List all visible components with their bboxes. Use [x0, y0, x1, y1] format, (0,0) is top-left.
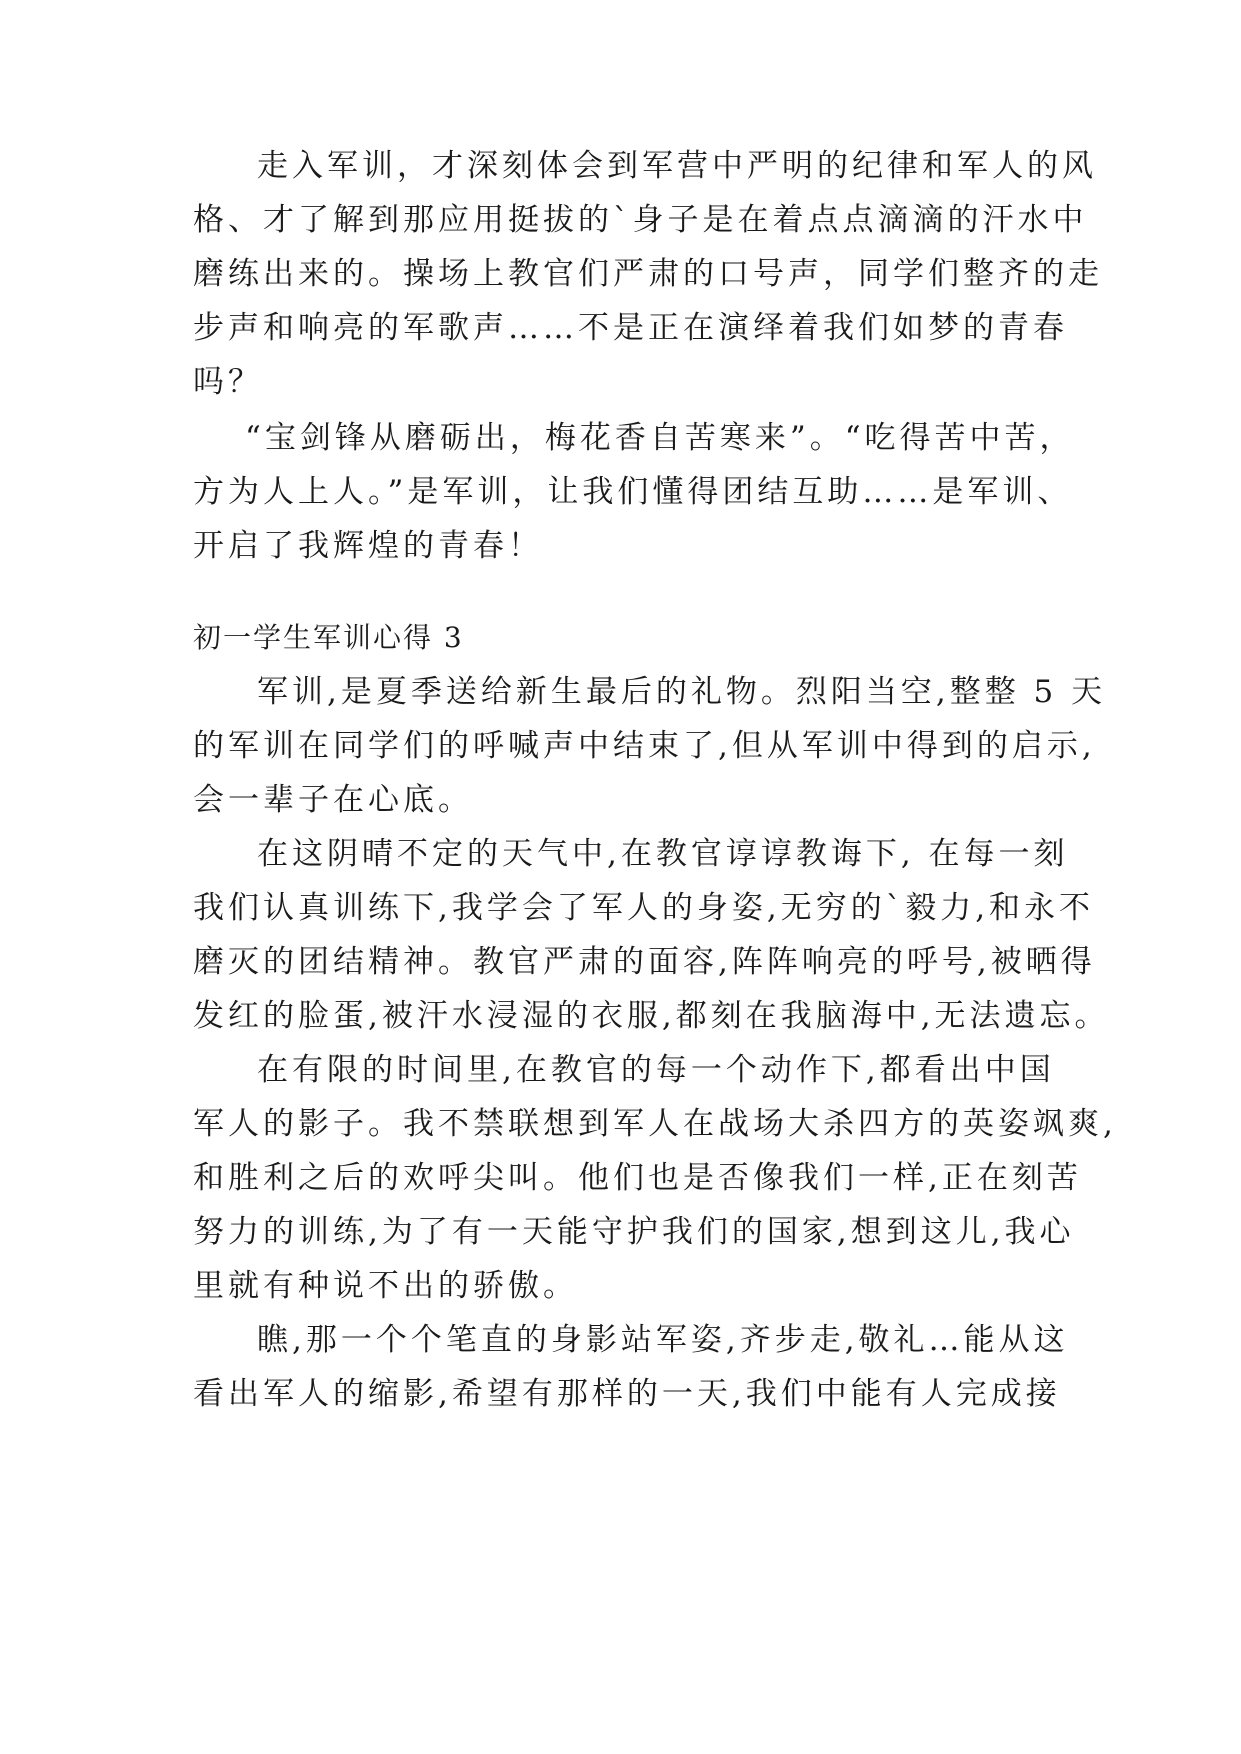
paragraph-line: 步声和响亮的军歌声……不是正在演绎着我们如梦的青春 [193, 310, 1068, 346]
paragraph-line: “宝剑锋从磨砺出，梅花香自苦寒来”。“吃得苦中苦， [245, 420, 1075, 456]
paragraph-line: 我们认真训练下,我学会了军人的身姿,无穷的`毅力,和永不 [193, 890, 1095, 926]
paragraph-line: 走入军训，才深刻体会到军营中严明的纪律和军人的风 [257, 148, 1097, 184]
paragraph-line: 的军训在同学们的呼喊声中结束了,但从军训中得到的启示, [193, 728, 1096, 764]
paragraph-line: 磨练出来的。操场上教官们严肃的口号声，同学们整齐的走 [193, 256, 1103, 292]
paragraph-line: 会一辈子在心底。 [193, 782, 473, 818]
paragraph-line: 发红的脸蛋,被汗水浸湿的衣服,都刻在我脑海中,无法遗忘。 [193, 998, 1110, 1034]
paragraph-line: 吗？ [193, 364, 263, 400]
paragraph-line: 里就有种说不出的骄傲。 [193, 1268, 578, 1304]
paragraph-line: 努力的训练,为了有一天能守护我们的国家,想到这儿,我心 [193, 1214, 1075, 1250]
paragraph-line: 和胜利之后的欢呼尖叫。他们也是否像我们一样,正在刻苦 [193, 1160, 1082, 1196]
paragraph-line: 看出军人的缩影,希望有那样的一天,我们中能有人完成接 [193, 1376, 1061, 1412]
paragraph-line: 军训,是夏季送给新生最后的礼物。烈阳当空,整整 5 天 [257, 674, 1107, 710]
paragraph-line: 军人的影子。我不禁联想到军人在战场大杀四方的英姿飒爽, [193, 1106, 1117, 1142]
paragraph-line: 瞧,那一个个笔直的身影站军姿,齐步走,敬礼…能从这 [257, 1322, 1069, 1358]
paragraph-line: 磨灭的团结精神。教官严肃的面容,阵阵响亮的呼号,被晒得 [193, 944, 1096, 980]
section-heading: 初一学生军训心得 3 [193, 621, 464, 654]
paragraph-line: 格、才了解到那应用挺拔的`身子是在着点点滴滴的汗水中 [193, 202, 1088, 238]
paragraph-line: 方为人上人。”是军训，让我们懂得团结互助……是军训、 [193, 474, 1073, 510]
paragraph-line: 开启了我辉煌的青春！ [193, 528, 543, 564]
paragraph-line: 在这阴晴不定的天气中,在教官谆谆教诲下, 在每一刻 [257, 836, 1069, 872]
paragraph-line: 在有限的时间里,在教官的每一个动作下,都看出中国 [257, 1052, 1055, 1088]
